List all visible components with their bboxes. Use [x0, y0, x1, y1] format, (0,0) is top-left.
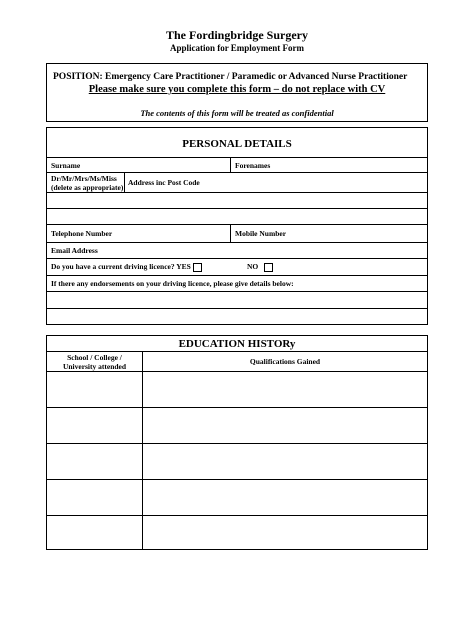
position-line: POSITION: Emergency Care Practitioner / Paramedic or Advanced Nurse Practitioner: [53, 72, 408, 82]
school-column-header-line1: School / College /: [67, 353, 122, 362]
school-cell[interactable]: [47, 372, 141, 407]
endorsements-label: If there any endorsements on your driving licence, please give details below:: [51, 279, 294, 288]
qualifications-column-header: Qualifications Gained: [249, 357, 321, 366]
driving-licence-question: [51, 262, 202, 272]
education-heading: EDUCATION HISTORy: [178, 338, 296, 350]
no-checkbox[interactable]: [264, 263, 273, 272]
address-label: Address inc Post Code: [128, 178, 200, 187]
confidential-note: The contents of this form will be treated as confidential: [140, 108, 334, 118]
school-cell[interactable]: [47, 408, 141, 443]
cv-warning: Please make sure you complete this form – do not replace with CV: [88, 84, 386, 95]
education-section: [46, 335, 428, 550]
qualification-cell[interactable]: [143, 480, 427, 515]
no-option: [247, 262, 273, 272]
title-hint: (delete as appropriate): [51, 183, 124, 192]
driving-licence-text: Do you have a current driving licence? YES: [51, 262, 191, 271]
address-field[interactable]: [47, 193, 427, 223]
title-label: Dr/Mr/Mrs/Ms/Miss: [51, 174, 117, 183]
qualification-cell[interactable]: [143, 372, 427, 407]
surname-label: Surname: [51, 161, 81, 170]
qualification-cell[interactable]: [143, 444, 427, 479]
forenames-field[interactable]: [235, 170, 425, 172]
school-column-header-line2: University attended: [62, 362, 127, 371]
qualification-cell[interactable]: [143, 516, 427, 549]
qualification-cell[interactable]: [143, 408, 427, 443]
school-cell[interactable]: [47, 480, 141, 515]
email-label: Email Address: [51, 246, 98, 255]
personal-details-section: [46, 127, 428, 325]
mobile-label: Mobile Number: [235, 229, 287, 238]
personal-details-heading: PERSONAL DETAILS: [182, 138, 292, 150]
position-box: [46, 63, 428, 122]
school-cell[interactable]: [47, 516, 141, 549]
forenames-label: Forenames: [235, 161, 271, 170]
endorsements-field[interactable]: [47, 292, 427, 324]
yes-checkbox[interactable]: [193, 263, 202, 272]
school-cell[interactable]: [47, 444, 141, 479]
form-subtitle: Application for Employment Form: [169, 43, 305, 53]
no-label: NO: [247, 262, 259, 271]
form-title: The Fordingbridge Surgery: [165, 28, 308, 42]
telephone-label: Telephone Number: [51, 229, 113, 238]
